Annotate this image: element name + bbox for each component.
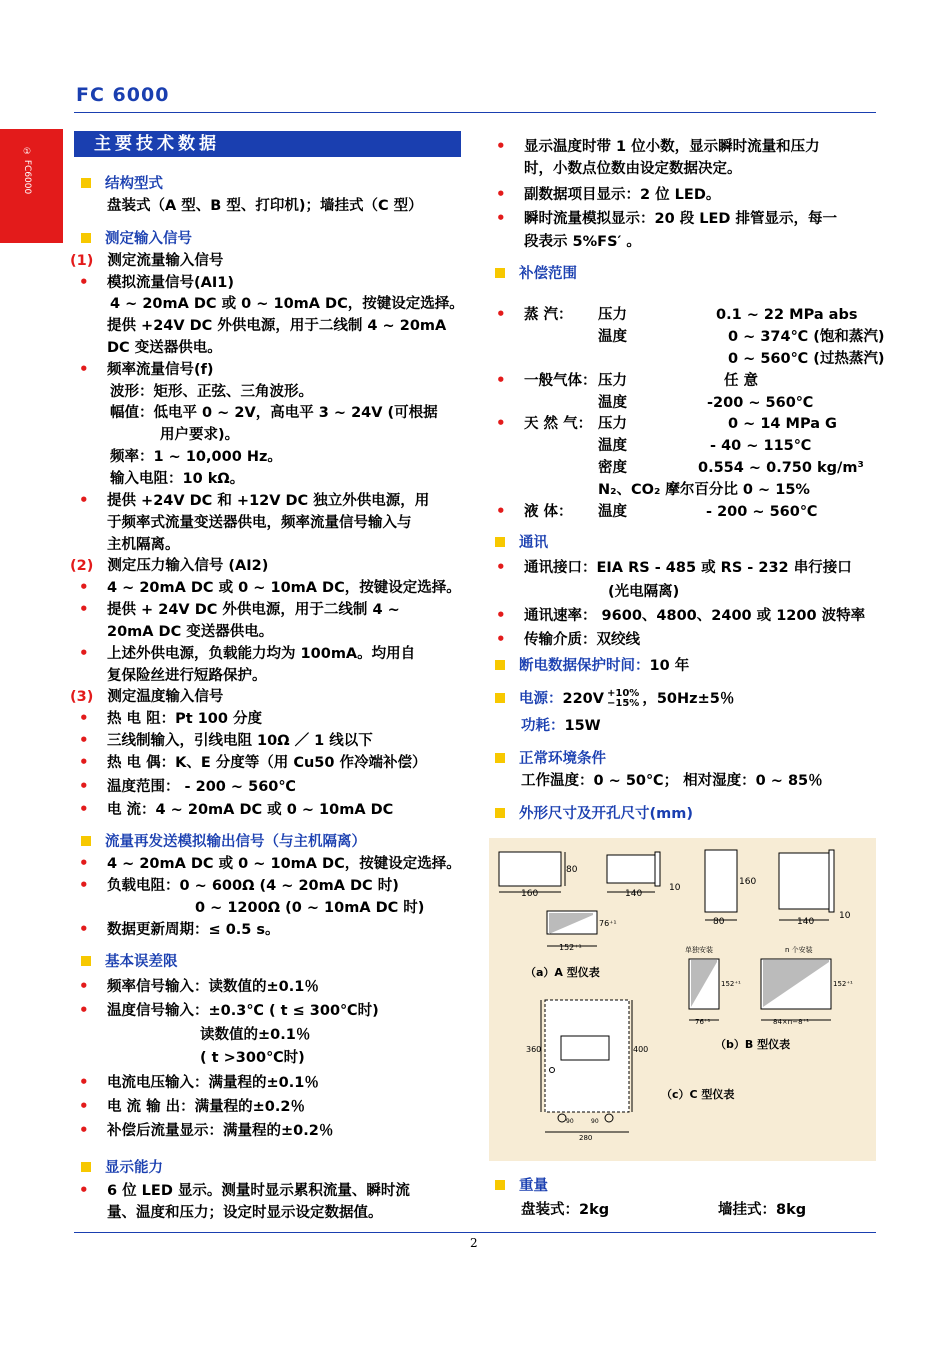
line-text: ( t >300℃时) — [200, 1050, 305, 1066]
heading-text: 显示能力 — [105, 1160, 163, 1176]
text-line — [521, 716, 601, 736]
section-heading — [107, 229, 192, 249]
a-front-view — [499, 852, 561, 886]
b-front-view — [705, 850, 737, 912]
line-text: 温度 — [598, 438, 627, 454]
bullet-dot: • — [496, 606, 506, 624]
text-line — [707, 393, 813, 413]
bullet-item — [79, 920, 280, 940]
text-line — [728, 414, 837, 434]
text-line — [598, 371, 627, 391]
label-text: 功耗： — [521, 718, 565, 734]
numbered-item — [70, 251, 223, 271]
power-tolerance — [607, 689, 639, 709]
bullet-item — [496, 209, 838, 229]
line-text: 压力 — [598, 416, 627, 432]
dim-160b: 160 — [739, 877, 757, 887]
dim-10b: 10 — [839, 911, 851, 921]
line-text: 幅值：低电平 0 ~ 2V，高电平 3 ~ 24V (可根据 — [110, 405, 438, 421]
text-line — [706, 502, 817, 522]
item-text: 液 体： — [524, 504, 573, 520]
line-text: (光电隔离) — [608, 584, 680, 600]
line-text: 温度 — [598, 395, 627, 411]
bullet-item — [79, 360, 214, 380]
bullet-item — [79, 876, 399, 896]
dim-76: 76⁺¹ — [599, 919, 617, 928]
line-text: 20mA DC 变送器供电。 — [107, 624, 274, 640]
bullet-square — [81, 956, 91, 966]
dim-152c: 152⁺¹ — [833, 980, 853, 988]
bullet-dot: • — [496, 371, 506, 389]
item-text: 提供 +24V DC 和 +12V DC 独立外供电源，用 — [107, 493, 430, 509]
line-text: 温度 — [598, 504, 627, 520]
bullet-square — [495, 1180, 505, 1190]
heading-text: 流量再发送模拟输出信号（与主机隔离） — [105, 834, 366, 850]
item-text: 显示温度时带 1 位小数，显示瞬时流量和压力 — [524, 139, 820, 155]
text-line — [107, 316, 446, 336]
heading-text: 结构型式 — [105, 176, 163, 192]
bullet-square — [81, 1162, 91, 1172]
dim-80b: 80 — [713, 917, 725, 927]
text-line — [107, 196, 423, 216]
numbered-item — [70, 687, 223, 707]
text-line — [728, 327, 884, 347]
item-text: 电 流 输 出：满量程的±0.2％ — [107, 1099, 305, 1115]
item-text: 补偿后流量显示：满量程的±0.2％ — [107, 1123, 334, 1139]
dimension-figure — [489, 838, 876, 1161]
bullet-item — [79, 800, 394, 820]
section-banner: 主要技术数据 — [74, 131, 461, 157]
text-line — [110, 294, 464, 314]
bullet-item — [79, 1121, 334, 1141]
text-line — [716, 305, 857, 325]
line-text: - 40 ~ 115℃ — [710, 438, 812, 454]
item-text: 6 位 LED 显示。测量时显示累积流量、瞬时流 — [107, 1183, 410, 1199]
dim-280: 280 — [579, 1134, 593, 1142]
text-line — [200, 1025, 310, 1045]
bullet-item — [496, 502, 573, 522]
heading-text: 测定输入信号 — [105, 231, 192, 247]
bullet-item — [496, 558, 852, 578]
line-text: 工作温度：0 ~ 50℃； 相对湿度：0 ~ 85％ — [521, 773, 823, 789]
heading-text: 断电数据保护时间： — [519, 658, 650, 674]
text-line — [110, 469, 244, 489]
bullet-dot: • — [496, 414, 506, 432]
text-line — [107, 338, 222, 358]
bullet-dot: • — [79, 731, 89, 749]
bullet-square — [495, 693, 505, 703]
bullet-square — [495, 537, 505, 547]
item-text: 温度范围： - 200 ~ 560℃ — [107, 779, 296, 795]
bullet-item — [79, 491, 430, 511]
line-text: 输入电阻：10 kΩ。 — [110, 471, 245, 487]
item-text: 热 电 偶：K、E 分度等（用 Cu50 作冷端补偿） — [107, 755, 427, 771]
line-text: 用户要求)。 — [160, 427, 240, 443]
line-text: 压力 — [598, 307, 627, 323]
section-heading — [521, 656, 689, 676]
bullet-item — [79, 777, 296, 797]
line-text: DC 变送器供电。 — [107, 340, 222, 356]
bullet-item — [79, 854, 461, 874]
item-text: 提供 + 24V DC 外供电源，用于二线制 4 ~ — [107, 602, 400, 618]
item-number: (2) — [70, 558, 94, 574]
power-label: 电源： — [519, 691, 563, 707]
text-line — [598, 327, 627, 347]
bullet-dot: • — [79, 709, 89, 727]
item-text: 上述外供电源，负载能力均为 100mA。均用自 — [107, 646, 416, 662]
line-text: 密度 — [598, 460, 627, 476]
line-text: 0 ~ 14 MPa G — [728, 416, 837, 432]
text-line — [107, 622, 273, 642]
bullet-item — [79, 600, 400, 620]
bullet-dot: • — [79, 360, 89, 378]
text-line — [724, 371, 758, 391]
text-line — [107, 513, 412, 533]
dim-140b: 140 — [797, 917, 815, 927]
bullet-dot: • — [79, 1181, 89, 1199]
footer-rule — [74, 1232, 876, 1233]
text-line — [710, 436, 811, 456]
line-text: 0 ~ 1200Ω (0 ~ 10mA DC 时) — [195, 900, 425, 916]
bullet-dot: • — [79, 920, 89, 938]
caption-c: （c）C 型仪表 — [661, 1088, 735, 1101]
line-text: N₂、CO₂ 摩尔百分比 0 ~ 15% — [598, 482, 810, 498]
dim-84: 84×n−8⁺¹ — [773, 1018, 810, 1026]
bullet-square — [81, 178, 91, 188]
side-tab-label: ① FC6000 — [22, 147, 32, 195]
text-line — [521, 771, 823, 791]
item-text: 电流电压输入：满量程的±0.1％ — [107, 1075, 319, 1091]
dim-10: 10 — [669, 883, 681, 893]
power-spec — [521, 689, 734, 709]
item-text: 模拟流量信号(AI1) — [107, 275, 234, 291]
line-text: 量、温度和压力；设定时显示设定数据值。 — [107, 1205, 383, 1221]
section-heading — [107, 1158, 163, 1178]
section-heading — [107, 832, 366, 852]
item-text: 测定压力输入信号 (AI2) — [107, 558, 269, 574]
line-text: 0.1 ~ 22 MPa abs — [716, 307, 858, 323]
item-text: 传输介质：双绞线 — [524, 632, 640, 648]
heading-text: 基本误差限 — [105, 954, 178, 970]
heading-text: 重量 — [519, 1178, 548, 1194]
line-text: 4 ~ 20mA DC 或 0 ~ 10mA DC，按键设定选择。 — [110, 296, 464, 312]
bullet-item — [496, 606, 866, 626]
text-line — [107, 535, 180, 555]
section-heading — [107, 174, 163, 194]
dim-360: 360 — [526, 1045, 542, 1054]
line-text: 墙挂式：8kg — [718, 1202, 807, 1218]
bullet-item — [79, 1097, 305, 1117]
line-text: 温度 — [598, 329, 627, 345]
dim-90b: 90 — [591, 1118, 599, 1125]
bullet-dot: • — [79, 1097, 89, 1115]
dim-152b: 152⁺¹ — [721, 980, 741, 988]
bullet-dot: • — [79, 977, 89, 995]
line-text: 压力 — [598, 373, 627, 389]
bullet-dot: • — [496, 558, 506, 576]
item-text: 温度信号输入：±0.3℃ ( t ≤ 300℃时) — [107, 1003, 379, 1019]
item-text: 电 流：4 ~ 20mA DC 或 0 ~ 10mA DC — [107, 802, 394, 818]
item-text: 频率信号输入：读数值的±0.1％ — [107, 979, 319, 995]
heading-text: 外形尺寸及开孔尺寸(mm) — [519, 806, 693, 822]
item-number: (3) — [70, 689, 94, 705]
text-line — [107, 1203, 383, 1223]
line-text: 于频率式流量变送器供电，频率流量信号输入与 — [107, 515, 412, 531]
item-text: 蒸 汽： — [524, 307, 573, 323]
power-freq: ，50Hz±5％ — [642, 691, 735, 707]
a-side-view — [607, 855, 655, 883]
line-text: 提供 +24V DC 外供电源，用于二线制 4 ~ 20mA — [107, 318, 447, 334]
bullet-square — [495, 268, 505, 278]
text-line — [200, 1048, 305, 1068]
heading-value: 10 年 — [649, 658, 690, 674]
bullet-item — [79, 1073, 319, 1093]
item-text: 测定温度输入信号 — [107, 689, 224, 705]
bullet-item — [79, 709, 263, 729]
item-text: 瞬时流量模拟显示：20 段 LED 排管显示，每一 — [524, 211, 838, 227]
dim-160: 160 — [521, 889, 539, 899]
bullet-dot: • — [79, 644, 89, 662]
line-text: 0.554 ~ 0.750 kg/m³ — [698, 460, 864, 476]
bullet-item — [496, 630, 640, 650]
item-text: 热 电 阻：Pt 100 分度 — [107, 711, 263, 727]
text-line — [598, 458, 627, 478]
item-text: 数据更新周期：≤ 0.5 s。 — [107, 922, 280, 938]
text-line — [598, 393, 627, 413]
text-line — [524, 159, 742, 179]
label-single: 单独安装 — [685, 946, 713, 954]
section-heading — [521, 1176, 548, 1196]
section-heading — [521, 749, 606, 769]
item-text: 天 然 气： — [524, 416, 593, 432]
value-text: 15W — [564, 718, 601, 734]
item-text: 通讯接口：EIA RS - 485 或 RS - 232 串行接口 — [524, 560, 852, 576]
text-line — [598, 305, 627, 325]
dimension-drawings — [489, 838, 876, 1161]
page-number: 2 — [470, 1236, 478, 1250]
bullet-item — [496, 371, 597, 391]
item-number: (1) — [70, 253, 94, 269]
dim-76b: 76⁺¹ — [695, 1018, 711, 1026]
item-text: 三线制输入，引线电阻 10Ω ／ 1 线以下 — [107, 733, 373, 749]
b-side-view — [779, 853, 829, 909]
item-text: 负载电阻：0 ~ 600Ω (4 ~ 20mA DC 时) — [107, 878, 399, 894]
line-text: - 200 ~ 560℃ — [706, 504, 818, 520]
bullet-item — [496, 137, 820, 157]
bullet-square — [495, 660, 505, 670]
line-text: 段表示 5%FS′ 。 — [524, 234, 641, 250]
bullet-item — [496, 305, 573, 325]
bullet-item — [79, 273, 234, 293]
document-title: FC 6000 — [76, 84, 170, 106]
text-line — [110, 382, 313, 402]
bullet-dot: • — [79, 854, 89, 872]
bullet-dot: • — [496, 305, 506, 323]
line-text: 0 ~ 560℃ (过热蒸汽) — [728, 351, 885, 367]
text-line — [195, 898, 424, 918]
heading-text: 补偿范围 — [519, 266, 577, 282]
bullet-item — [496, 414, 593, 434]
bullet-dot: • — [79, 1121, 89, 1139]
caption-a: （a）A 型仪表 — [525, 966, 600, 979]
tol-up: +10% — [607, 688, 640, 699]
text-line — [598, 502, 627, 522]
bullet-dot: • — [496, 137, 506, 155]
bullet-square — [495, 808, 505, 818]
item-text: 一般气体： — [524, 373, 597, 389]
bullet-dot: • — [79, 1073, 89, 1091]
line-text: 任 意 — [724, 373, 759, 389]
bullet-dot: • — [79, 491, 89, 509]
section-heading — [107, 952, 178, 972]
line-text: 时，小数点位数由设定数据决定。 — [524, 161, 742, 177]
bullet-dot: • — [496, 630, 506, 648]
text-line — [718, 1200, 806, 1220]
c-display-window — [561, 1036, 609, 1060]
line-text: 波形：矩形、正弦、三角波形。 — [110, 384, 313, 400]
power-voltage: 220V — [562, 691, 604, 707]
caption-b: （b）B 型仪表 — [715, 1038, 791, 1051]
item-text: 副数据项目显示：2 位 LED。 — [524, 187, 721, 203]
bullet-dot: • — [79, 876, 89, 894]
text-line — [698, 458, 864, 478]
section-heading — [521, 264, 577, 284]
bullet-dot: • — [496, 185, 506, 203]
line-text: 读数值的±0.1％ — [200, 1027, 311, 1043]
text-line — [598, 414, 627, 434]
item-text: 频率流量信号(f) — [107, 362, 214, 378]
text-line — [110, 447, 282, 467]
bullet-dot: • — [79, 578, 89, 596]
side-tab — [0, 129, 63, 243]
item-text: 4 ~ 20mA DC 或 0 ~ 10mA DC，按键设定选择。 — [107, 580, 461, 596]
bullet-item — [79, 977, 319, 997]
dim-152: 152⁺¹ — [559, 943, 582, 952]
text-line — [160, 425, 239, 445]
bullet-item — [79, 644, 416, 664]
line-text: 复保险丝进行短路保护。 — [107, 668, 267, 684]
line-text: 盘装式：2kg — [521, 1202, 610, 1218]
text-line — [110, 403, 438, 423]
bullet-dot: • — [79, 1001, 89, 1019]
line-text: 频率：1 ~ 10,000 Hz。 — [110, 449, 282, 465]
text-line — [728, 349, 884, 369]
dim-90a: 90 — [566, 1118, 574, 1125]
text-line — [608, 582, 679, 602]
dim-400: 400 — [633, 1045, 649, 1054]
item-text: 通讯速率： 9600、4800、2400 或 1200 波特率 — [524, 608, 866, 624]
bullet-dot: • — [79, 777, 89, 795]
dim-80: 80 — [566, 865, 578, 875]
bullet-item — [79, 1001, 379, 1021]
dim-140: 140 — [625, 889, 643, 899]
header-rule — [74, 112, 876, 113]
bullet-dot: • — [79, 273, 89, 291]
bullet-item — [496, 185, 721, 205]
line-text: 0 ~ 374℃ (饱和蒸汽) — [728, 329, 885, 345]
text-line — [521, 1200, 609, 1220]
text-line — [524, 232, 641, 252]
tol-down: −15% — [607, 698, 640, 709]
bullet-dot: • — [79, 600, 89, 618]
bullet-square — [81, 233, 91, 243]
text-line — [107, 666, 267, 686]
bullet-dot: • — [496, 209, 506, 227]
section-heading — [521, 533, 548, 553]
bullet-item — [79, 1181, 410, 1201]
line-text: 主机隔离。 — [107, 537, 180, 553]
bullet-item — [79, 578, 461, 598]
bullet-item — [79, 731, 373, 751]
line-text: 盘装式（A 型、B 型、打印机)；墙挂式（C 型） — [107, 198, 423, 214]
bullet-dot: • — [496, 502, 506, 520]
heading-text: 通讯 — [519, 535, 548, 551]
heading-text: 正常环境条件 — [519, 751, 606, 767]
bullet-square — [495, 753, 505, 763]
bullet-item — [79, 753, 427, 773]
bullet-dot: • — [79, 753, 89, 771]
label-multi: n 个安装 — [785, 946, 813, 954]
bullet-square — [81, 836, 91, 846]
item-text: 4 ~ 20mA DC 或 0 ~ 10mA DC，按键设定选择。 — [107, 856, 461, 872]
section-heading — [521, 804, 693, 824]
text-line — [598, 436, 627, 456]
line-text: -200 ~ 560℃ — [707, 395, 814, 411]
item-text: 测定流量输入信号 — [107, 253, 224, 269]
numbered-item — [70, 556, 268, 576]
bullet-dot: • — [79, 800, 89, 818]
text-line — [598, 480, 810, 500]
